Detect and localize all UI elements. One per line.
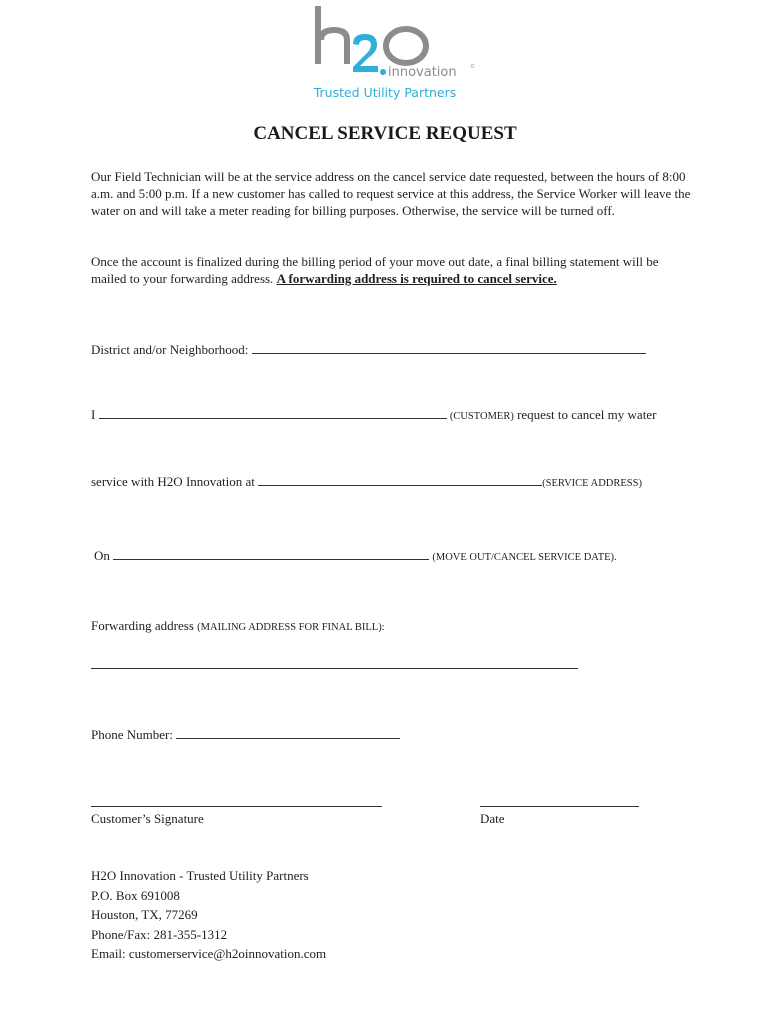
phone-row <box>91 726 400 743</box>
contact-email[interactable]: Email: customerservice@h2oinnovation.com <box>91 946 327 961</box>
forwarding-row <box>91 618 385 634</box>
customer-prefix: I <box>91 407 96 422</box>
phone-field[interactable] <box>176 726 400 739</box>
customer-row <box>91 406 656 423</box>
svg-text:©: © <box>470 64 475 70</box>
service-label: service with H2O Innovation at <box>91 474 255 489</box>
cancel-date-field[interactable] <box>113 547 429 560</box>
district-label: District and/or Neighborhood: <box>91 342 249 357</box>
h2o-logo-graphic <box>312 0 482 86</box>
signature-field[interactable] <box>91 806 382 807</box>
page-title: CANCEL SERVICE REQUEST <box>253 123 517 144</box>
signature-date-field[interactable] <box>480 806 639 807</box>
svg-text:innovation: innovation <box>388 65 457 80</box>
customer-note: (CUSTOMER) <box>449 411 514 422</box>
district-field[interactable] <box>252 341 646 354</box>
final-bill-text: Once the account is finalized during the billing period of your move out date, a final billing statement will be mailed to your forwarding address. <box>91 254 659 286</box>
intro-paragraph-1: Our Field Technician will be at the service address on the cancel service date requested, between the hours of 8:00 a.m. and 5:00 p.m. If a new customer has called to request service at this address, the Service Worker will leave the water on and will take a meter reading for billing purposes. Otherwise, the service will be turned off. <box>91 169 691 218</box>
signature-label: Customer’s Signature <box>91 811 204 826</box>
contact-company: H2O Innovation - Trusted Utility Partners <box>91 868 309 883</box>
contact-block <box>91 866 326 964</box>
forwarding-required-notice: A forwarding address is required to cancel service. <box>276 271 557 286</box>
date-label: On <box>94 548 110 563</box>
phone-label: Phone Number: <box>91 727 173 742</box>
forwarding-label: Forwarding address <box>91 618 194 633</box>
customer-suffix: request to cancel my water <box>517 407 657 422</box>
contact-phone: Phone/Fax: 281-355-1312 <box>91 926 228 942</box>
cancel-date-row <box>94 547 617 564</box>
signature-date-label: Date <box>480 811 505 826</box>
date-note: (MOVE OUT/CANCEL SERVICE DATE). <box>432 552 617 563</box>
forwarding-address-field[interactable] <box>91 668 578 669</box>
district-row <box>91 341 646 358</box>
intro-paragraph-2 <box>91 253 691 287</box>
service-note: (SERVICE ADDRESS) <box>542 478 642 489</box>
contact-city: Houston, TX, 77269 <box>91 907 198 922</box>
customer-name-field[interactable] <box>99 406 447 419</box>
service-address-field[interactable] <box>258 473 542 486</box>
service-address-row <box>91 473 642 490</box>
contact-po-box: P.O. Box 691008 <box>91 887 180 903</box>
logo-tagline: Trusted Utility Partners <box>313 85 457 100</box>
forwarding-note: (MAILING ADDRESS FOR FINAL BILL): <box>197 622 385 633</box>
